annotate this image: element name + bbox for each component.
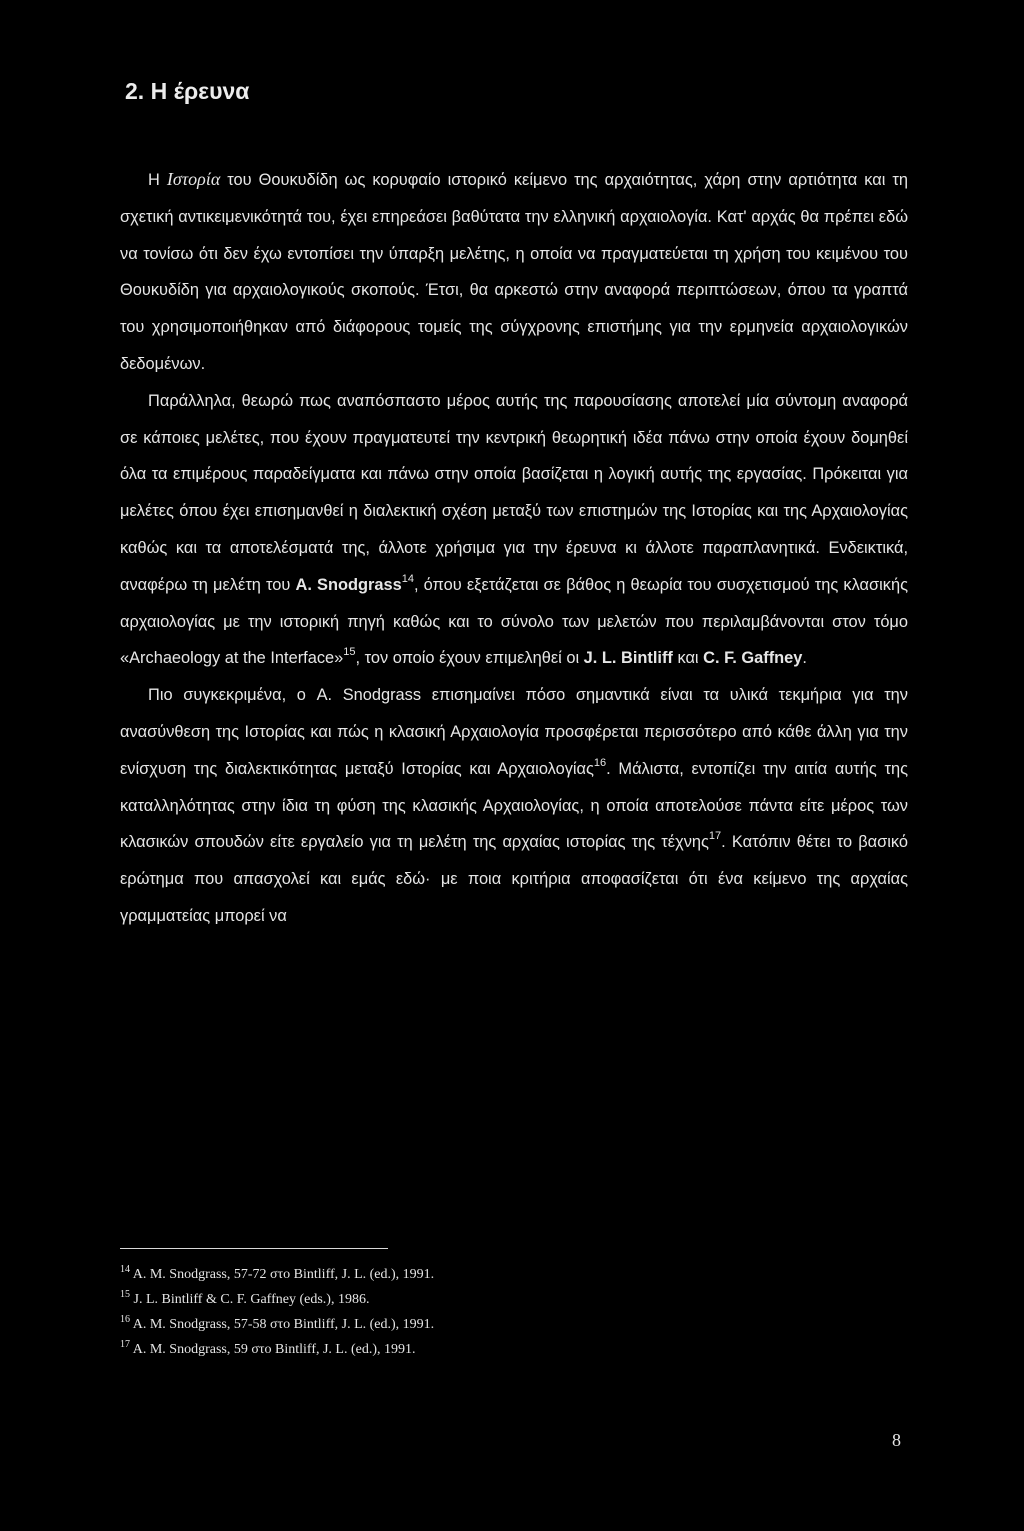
footnote-17 [120,1337,908,1362]
p1-italic-title: Ιστορία [166,169,221,189]
p2-bold-author-3: C. F. Gaffney [703,649,803,668]
p2-text-2: , όπου εξετάζεται σε βάθος η θεωρία του συσχετισμού της κλασικής αρχαιολογίας με την ιστορική πηγή καθώς και το σύνολο των μελετών που περιλαμβάνονται στον τόμο «Archaeology at the Interface» [120,575,908,668]
p1-lead: Η [148,171,167,189]
footnote-number: 14 [120,1264,130,1275]
footnote-ref-15: 15 [343,646,356,659]
footnote-14 [120,1262,908,1287]
footnote-text: A. M. Snodgrass, 59 στο Bintliff, J. L. (ed.), 1991. [130,1342,416,1357]
paragraph-3 [120,677,908,935]
footnote-number: 16 [120,1314,130,1325]
p3-text-1: Πιο συγκεκριμένα, ο A. Snodgrass επισημαίνει πόσο σημαντικά είναι τα υλικά τεκμήρια για την ανασύνθεση της Ιστορίας και πώς η κλασική Αρχαιολογία προσφέρεται περισσότερο από κάθε άλλη για την ενίσχυση της διαλεκτικότητας μεταξύ Ιστορίας και Αρχαιολογίας [120,686,908,778]
footnote-number: 15 [120,1289,130,1300]
p3-text-3: . Κατόπιν θέτει το βασικό ερώτημα που απασχολεί και εμάς εδώ· με ποια κριτήρια αποφασίζεται ότι ένα κείμενο της αρχαίας γραμματείας μπορεί να [120,833,908,925]
p2-text-5: . [802,649,807,668]
p3-text-2: . Μάλιστα, εντοπίζει την αιτία αυτής της καταλληλότητας στην ίδια τη φύση της κλασικής Αρχαιολογίας, η οποία αποτελούσε πάντα είτε μέρος των κλασικών σπουδών είτε εργαλείο για τη μελέτη της αρχαίας ιστορίας της τέχνης [120,759,908,852]
section-heading: 2. Η έρευνα [125,78,250,104]
p2-text-1: Παράλληλα, θεωρώ πως αναπόσπαστο μέρος αυτής της παρουσίασης αποτελεί μία σύντομη αναφορά σε κάποιες μελέτες, που έχουν πραγματευτεί την κεντρική θεωρητική ιδέα πάνω στην οποία έχουν δομηθεί όλα τα επιμέρους παραδείγματα και πάνω στην οποία βασίζεται η λογική αυτής της εργασίας. Πρόκειται για μελέτες όπου έχει επισημανθεί η διαλεκτική σχέση μεταξύ των επιστημών της Ιστορίας και της Αρχαιολογίας καθώς και τα αποτελέσματά της, άλλοτε χρήσιμα για την έρευνα κι άλλοτε παραπλανητικά. Ενδεικτικά, αναφέρω τη μελέτη του [120,391,908,594]
footnotes-list [120,1262,908,1362]
footnote-text: A. M. Snodgrass, 57-58 στο Bintliff, J. L. (ed.), 1991. [130,1317,435,1332]
footnote-ref-14: 14 [401,572,414,585]
p2-text-4: και [672,649,704,668]
page-number: 8 [892,1430,901,1450]
paragraph-2 [120,383,908,677]
footnote-15 [120,1287,908,1312]
footnote-number: 17 [120,1339,130,1350]
body-text [120,161,908,935]
paragraph-1 [120,161,908,383]
footnote-text: A. M. Snodgrass, 57-72 στο Bintliff, J. L. (ed.), 1991. [130,1267,435,1282]
p2-bold-author-2: J. L. Bintliff [583,649,673,668]
footnote-16 [120,1312,908,1337]
footnote-text: J. L. Bintliff & C. F. Gaffney (eds.), 1986. [130,1292,370,1307]
footnote-ref-17: 17 [708,830,722,843]
footnote-separator [120,1248,388,1249]
p2-bold-author-1: A. Snodgrass [295,575,402,594]
p1-text: του Θουκυδίδη ως κορυφαίο ιστορικό κείμενο της αρχαιότητας, χάρη στην αρτιότητα και τη σχετική αντικειμενικότητά του, έχει επηρεάσει βαθύτατα την ελληνική αρχαιολογία. Κατ' αρχάς θα πρέπει εδώ να τονίσω ότι δεν έχω εντοπίσει την ύπαρξη μελέτης, η οποία να πραγματεύεται τη χρήση του κειμένου του Θουκυδίδη για αρχαιολογικούς σκοπούς. Έτσι, θα αρκεστώ στην αναφορά περιπτώσεων, όπου τα γραπτά του χρησιμοποιήθηκαν από διάφορους τομείς της σύγχρονης επιστήμης για την ερμηνεία αρχαιολογικών δεδομένων. [120,171,908,373]
p2-text-3: , τον οποίο έχουν επιμεληθεί οι [355,649,584,668]
footnote-ref-16: 16 [593,756,607,769]
